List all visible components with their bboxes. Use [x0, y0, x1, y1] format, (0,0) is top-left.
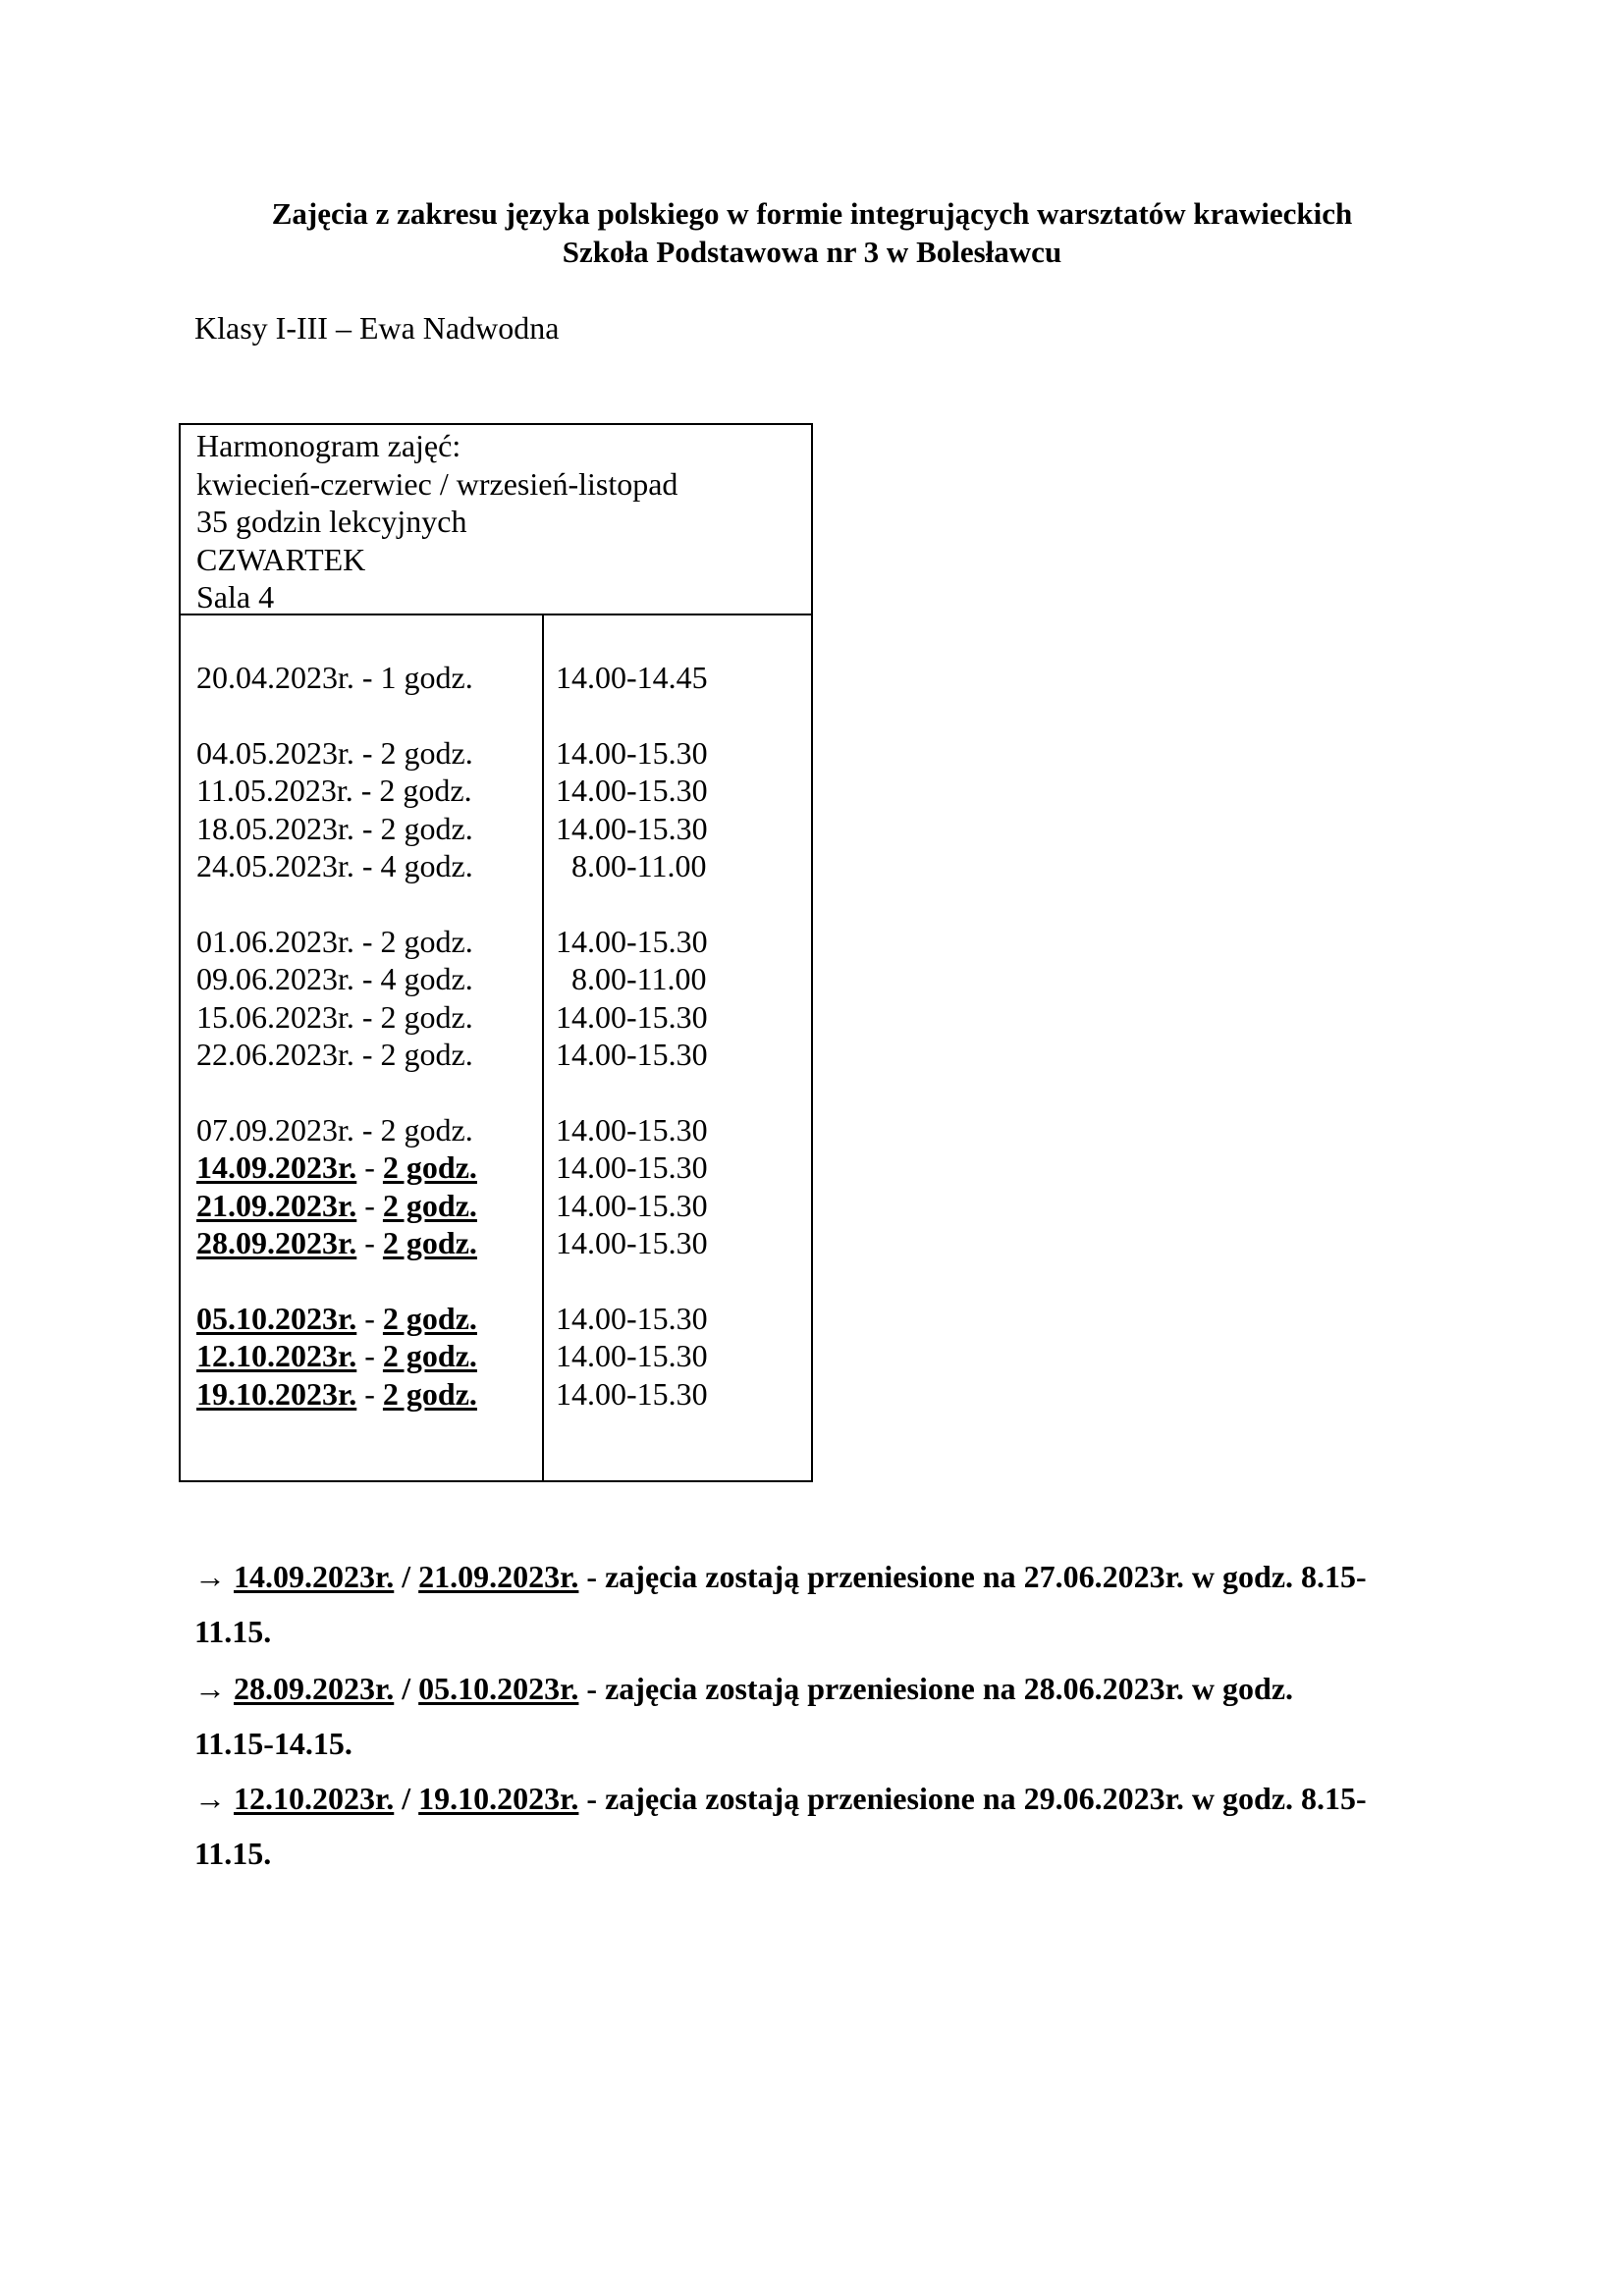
- session-time: 14.00-15.30: [556, 1376, 708, 1412]
- session-hours: 2 godz.: [382, 1225, 477, 1260]
- note-text: 11.15-14.15.: [194, 1726, 352, 1761]
- session-time: 14.00-15.30: [556, 1301, 708, 1336]
- session-hours: 1 godz.: [380, 660, 473, 695]
- separator: -: [353, 924, 381, 959]
- separator: -: [356, 1376, 383, 1412]
- separator: -: [356, 1301, 383, 1336]
- session-date: 09.06.2023r.: [196, 961, 354, 996]
- schedule-table: [179, 423, 813, 1482]
- session-date-hours: [196, 1111, 473, 1148]
- arrow-icon: →: [194, 1559, 234, 1594]
- session-time: 8.00-11.00: [571, 848, 707, 883]
- session-time: 14.00-15.30: [556, 811, 708, 846]
- session-date-hours: [196, 1036, 473, 1073]
- session-date: 12.10.2023r.: [196, 1338, 357, 1373]
- session-hours: 4 godz.: [380, 848, 473, 883]
- session-time: 14.00-15.30: [556, 1037, 708, 1072]
- separator: -: [353, 811, 381, 846]
- session-hours: 2 godz.: [382, 1188, 477, 1223]
- separator: -: [356, 1149, 383, 1185]
- session-date-hours: [196, 847, 473, 884]
- session-time: 14.00-15.30: [556, 1225, 708, 1260]
- session-time: 14.00-15.30: [556, 773, 708, 808]
- session-time: 14.00-15.30: [556, 1188, 708, 1223]
- session-date-hours: [196, 1148, 477, 1186]
- session-date-hours: [196, 923, 473, 960]
- column-divider: [542, 614, 544, 1482]
- session-date: 04.05.2023r.: [196, 735, 354, 771]
- session-time: 14.00-15.30: [556, 1112, 708, 1148]
- note-date: 28.09.2023r.: [234, 1671, 395, 1706]
- session-date-hours: [196, 1187, 477, 1224]
- arrow-icon: →: [194, 1671, 234, 1706]
- note-slash: /: [394, 1671, 419, 1706]
- note-text: - zajęcia zostają przeniesione na 28.06.2023r. w godz.: [578, 1671, 1294, 1706]
- session-time: 14.00-15.30: [556, 1338, 708, 1373]
- note-text: - zajęcia zostają przeniesione na 27.06.2023r. w godz. 8.15-: [578, 1559, 1367, 1594]
- session-hours: 2 godz.: [380, 811, 473, 846]
- schedule-header-line: Harmonogram zajęć:: [196, 428, 461, 463]
- note-text: - zajęcia zostają przeniesione na 29.06.2023r. w godz. 8.15-: [578, 1781, 1367, 1816]
- separator: -: [356, 1188, 383, 1223]
- separator: -: [356, 1338, 383, 1373]
- session-date: 22.06.2023r.: [196, 1037, 354, 1072]
- session-hours: 2 godz.: [380, 1037, 473, 1072]
- session-hours: 2 godz.: [380, 999, 473, 1035]
- note-text: 11.15.: [194, 1836, 272, 1871]
- separator: -: [353, 961, 381, 996]
- session-date: 07.09.2023r.: [196, 1112, 354, 1148]
- schedule-header-line: 35 godzin lekcyjnych: [196, 504, 467, 540]
- session-date: 20.04.2023r.: [196, 660, 354, 695]
- separator: -: [356, 1225, 383, 1260]
- session-date-hours: [196, 772, 472, 809]
- arrow-icon: →: [194, 1781, 234, 1816]
- school-name: Szkoła Podstawowa nr 3 w Bolesławcu: [562, 235, 1062, 269]
- session-date: 28.09.2023r.: [196, 1225, 357, 1260]
- session-date: 14.09.2023r.: [196, 1149, 357, 1185]
- session-date: 05.10.2023r.: [196, 1301, 357, 1336]
- session-time: 14.00-15.30: [556, 735, 708, 771]
- schedule-header-line: Sala 4: [196, 579, 275, 615]
- session-date: 21.09.2023r.: [196, 1188, 357, 1223]
- separator: -: [353, 999, 381, 1035]
- session-date: 19.10.2023r.: [196, 1376, 357, 1412]
- separator: -: [353, 660, 381, 695]
- note-date: 12.10.2023r.: [234, 1781, 395, 1816]
- separator: -: [353, 735, 381, 771]
- session-hours: 2 godz.: [382, 1338, 477, 1373]
- note-date: 05.10.2023r.: [418, 1671, 579, 1706]
- session-time: 14.00-15.30: [556, 999, 708, 1035]
- session-date: 18.05.2023r.: [196, 811, 354, 846]
- session-date: 15.06.2023r.: [196, 999, 354, 1035]
- note-date: 19.10.2023r.: [418, 1781, 579, 1816]
- session-date-hours: [196, 810, 473, 847]
- session-time: 14.00-15.30: [556, 1149, 708, 1185]
- session-hours: 2 godz.: [382, 1376, 477, 1412]
- session-date-hours: [196, 1375, 477, 1413]
- session-date-hours: [196, 659, 473, 696]
- session-hours: 2 godz.: [380, 735, 473, 771]
- session-hours: 2 godz.: [382, 1149, 477, 1185]
- schedule-header-line: kwiecień-czerwiec / wrzesień-listopad: [196, 465, 678, 502]
- session-date-hours: [196, 1224, 477, 1261]
- session-hours: 2 godz.: [380, 1112, 473, 1148]
- session-hours: 2 godz.: [382, 1301, 477, 1336]
- session-time: 14.00-14.45: [556, 660, 708, 695]
- session-time: 14.00-15.30: [556, 924, 708, 959]
- session-date-hours: [196, 960, 473, 997]
- session-hours: 2 godz.: [380, 924, 473, 959]
- separator: -: [352, 773, 380, 808]
- session-date-hours: [196, 1337, 477, 1374]
- note-slash: /: [394, 1781, 419, 1816]
- separator: -: [353, 848, 381, 883]
- session-hours: 4 godz.: [380, 961, 473, 996]
- separator: -: [353, 1112, 381, 1148]
- session-date: 01.06.2023r.: [196, 924, 354, 959]
- note-slash: /: [394, 1559, 419, 1594]
- session-date: 11.05.2023r.: [196, 773, 353, 808]
- session-date-hours: [196, 1300, 477, 1337]
- class-teacher-line: Klasy I-III – Ewa Nadwodna: [194, 310, 560, 346]
- note-date: 14.09.2023r.: [234, 1559, 395, 1594]
- note-date: 21.09.2023r.: [418, 1559, 579, 1594]
- separator: -: [353, 1037, 381, 1072]
- session-time: 8.00-11.00: [571, 961, 707, 996]
- session-date-hours: [196, 998, 473, 1036]
- session-hours: 2 godz.: [379, 773, 472, 808]
- schedule-header: [181, 425, 811, 615]
- schedule-header-line: CZWARTEK: [196, 541, 366, 577]
- session-date: 24.05.2023r.: [196, 848, 354, 883]
- document-title: Zajęcia z zakresu języka polskiego w formie integrujących warsztatów krawieckich: [271, 196, 1353, 231]
- session-date-hours: [196, 734, 473, 772]
- note-text: 11.15.: [194, 1614, 272, 1649]
